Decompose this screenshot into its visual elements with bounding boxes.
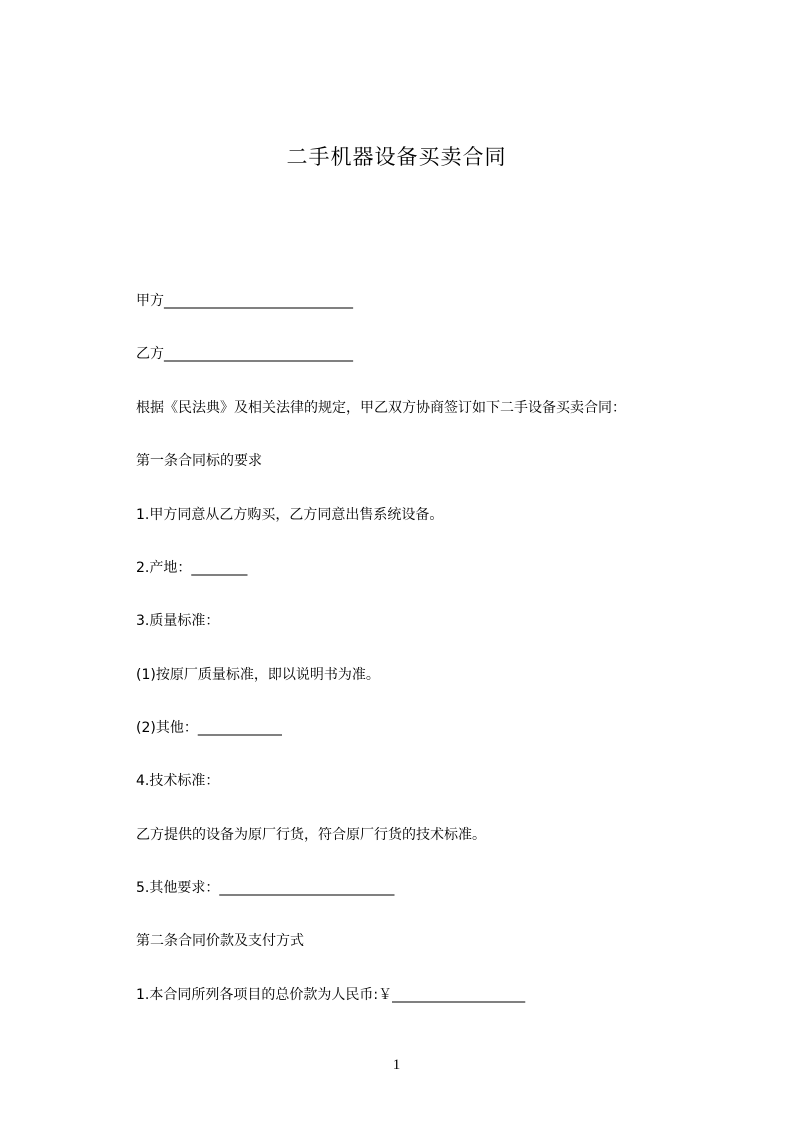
clause-1-1: 1.甲方同意从乙方购买，乙方同意出售系统设备。	[136, 507, 444, 523]
preamble-paragraph: 根据《民法典》及相关法律的规定，甲乙双方协商签订如下二手设备买卖合同：	[136, 400, 626, 416]
party-b-line: 乙方___________________________	[136, 346, 353, 362]
article-1-heading: 第一条合同标的要求	[136, 453, 262, 469]
clause-1-3-quality: 3.质量标准：	[136, 613, 220, 629]
clause-1-4-text: 乙方提供的设备为原厂行货，符合原厂行货的技术标准。	[136, 827, 486, 843]
clause-1-2-origin: 2.产地：________	[136, 560, 248, 576]
clause-2-1-price: 1.本合同所列各项目的总价款为人民币:￥___________________	[136, 987, 526, 1003]
article-2-heading: 第二条合同价款及支付方式	[136, 933, 304, 949]
page-number: 1	[392, 1057, 401, 1073]
clause-1-3-2: (2)其他：____________	[136, 720, 282, 736]
clause-1-4-technical: 4.技术标准：	[136, 773, 220, 789]
clause-1-5-other: 5.其他要求：_________________________	[136, 880, 395, 896]
clause-1-3-1: (1)按原厂质量标准，即以说明书为准。	[136, 667, 380, 683]
page-title: 二手机器设备买卖合同	[286, 145, 507, 169]
party-a-line: 甲方___________________________	[136, 293, 353, 309]
